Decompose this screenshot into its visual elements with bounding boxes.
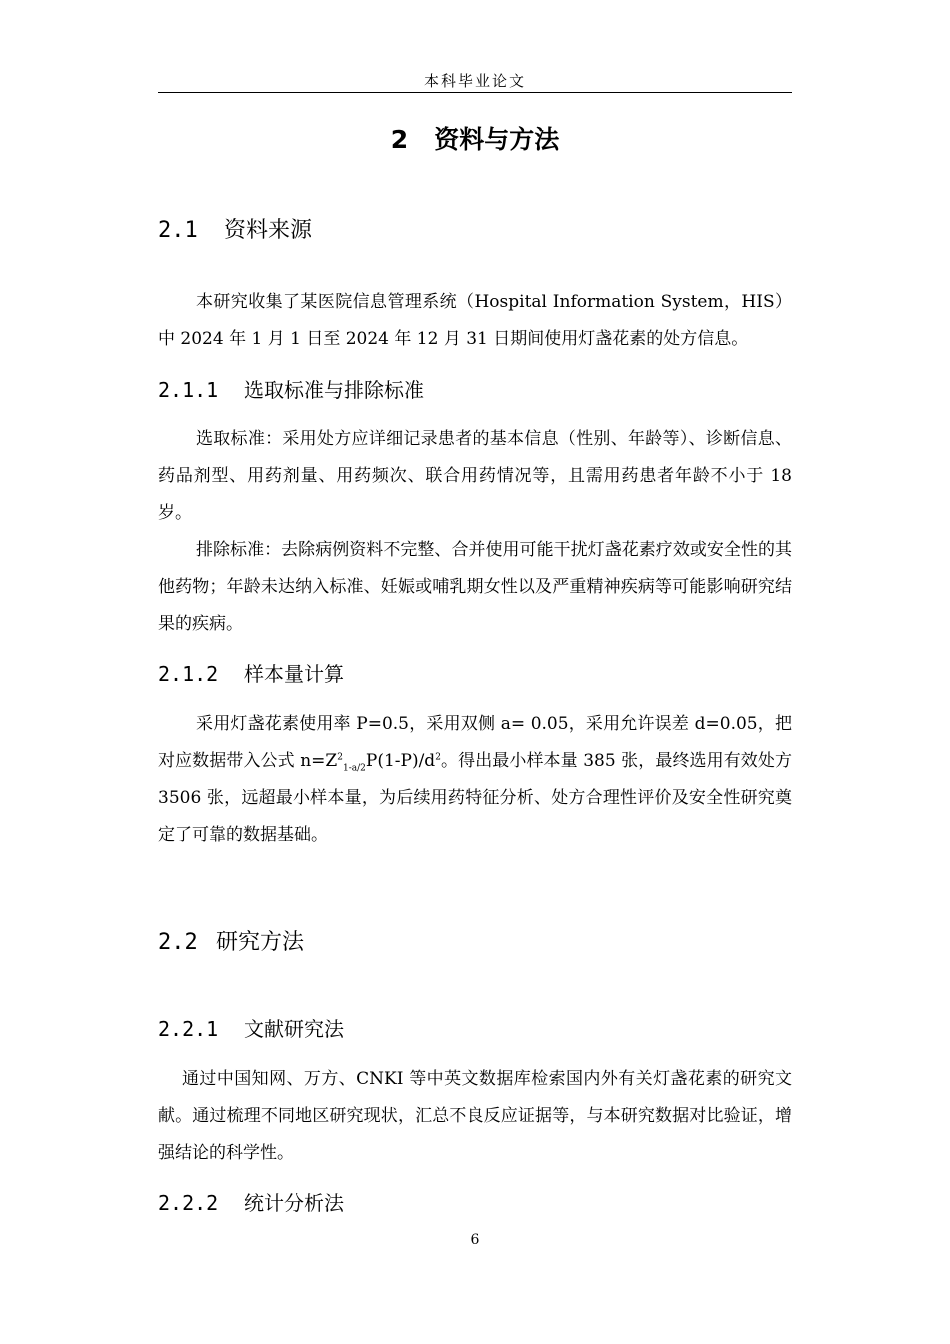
running-header: 本科毕业论文 bbox=[423, 72, 526, 90]
section-number: 2.2 bbox=[158, 930, 198, 955]
section-title: 选取标准与排除标准 bbox=[244, 378, 424, 402]
paragraph-exclusion-criteria: 排除标准：去除病例资料不完整、合并使用可能干扰灯盏花素疗效或安全性的其他药物；年龄未达纳入标准、妊娠或哺乳期女性以及严重精神疾病等可能影响研究结果的疾病。 bbox=[158, 540, 792, 634]
page-number: 6 bbox=[470, 1232, 480, 1248]
formula-subscript: 1-a/2 bbox=[342, 763, 366, 774]
section-number: 2.1.2 bbox=[158, 662, 219, 686]
section-heading-2-1-1 bbox=[158, 376, 424, 404]
paragraph-data-source: 本研究收集了某医院信息管理系统（Hospital Information System，HIS）中 2024 年 1 月 1 日至 2024 年 12 月 31 日期间使用灯盏花素的处方信息。 bbox=[158, 292, 792, 349]
paragraph-inclusion-criteria: 选取标准：采用处方应详细记录患者的基本信息（性别、年龄等）、诊断信息、药品剂型、用药剂量、用药频次、联合用药情况等，且需用药患者年龄不小于 18 岁。 bbox=[158, 429, 792, 523]
section-heading-2-2-2 bbox=[158, 1189, 344, 1217]
section-heading-2-2-1 bbox=[158, 1015, 344, 1043]
chapter-title-text: 资料与方法 bbox=[434, 125, 560, 154]
sample-size-text-2: P(1-P)/d bbox=[365, 751, 436, 771]
section-number: 2.2.1 bbox=[158, 1017, 219, 1041]
section-title: 样本量计算 bbox=[244, 662, 344, 686]
section-title: 文献研究法 bbox=[244, 1017, 344, 1041]
section-title: 研究方法 bbox=[216, 930, 305, 955]
sample-size-text-3: 。得出最小样本量 385 张，最终选用有效处方 3506 张，远超最小样本量，为后续用药特征分析、处方合理性评价及安全性研究奠定了可靠的数据基础。 bbox=[158, 751, 792, 845]
section-heading-2-2 bbox=[158, 928, 304, 958]
chapter-number: 2 bbox=[390, 125, 409, 154]
paragraph-sample-size bbox=[158, 706, 792, 854]
section-number: 2.2.2 bbox=[158, 1191, 219, 1215]
section-title: 资料来源 bbox=[224, 218, 313, 243]
section-number: 2.1.1 bbox=[158, 378, 219, 402]
header-divider bbox=[158, 92, 792, 93]
paragraph-literature-research: 通过中国知网、万方、CNKI 等中英文数据库检索国内外有关灯盏花素的研究文献。通过梳理不同地区研究现状，汇总不良反应证据等，与本研究数据对比验证，增强结论的科学性。 bbox=[158, 1069, 792, 1163]
chapter-title bbox=[158, 122, 792, 158]
section-heading-2-1-2 bbox=[158, 660, 344, 688]
section-heading-2-1 bbox=[158, 216, 312, 246]
sample-size-text-1: 采用灯盏花素使用率 P=0.5，采用双侧 a= 0.05，采用允许误差 d=0.05，把对应数据带入公式 n=Z bbox=[158, 714, 792, 771]
section-number: 2.1 bbox=[158, 218, 198, 243]
section-title: 统计分析法 bbox=[244, 1191, 344, 1215]
formula-superscript: 2 bbox=[337, 752, 343, 763]
formula-superscript: 2 bbox=[435, 752, 441, 763]
